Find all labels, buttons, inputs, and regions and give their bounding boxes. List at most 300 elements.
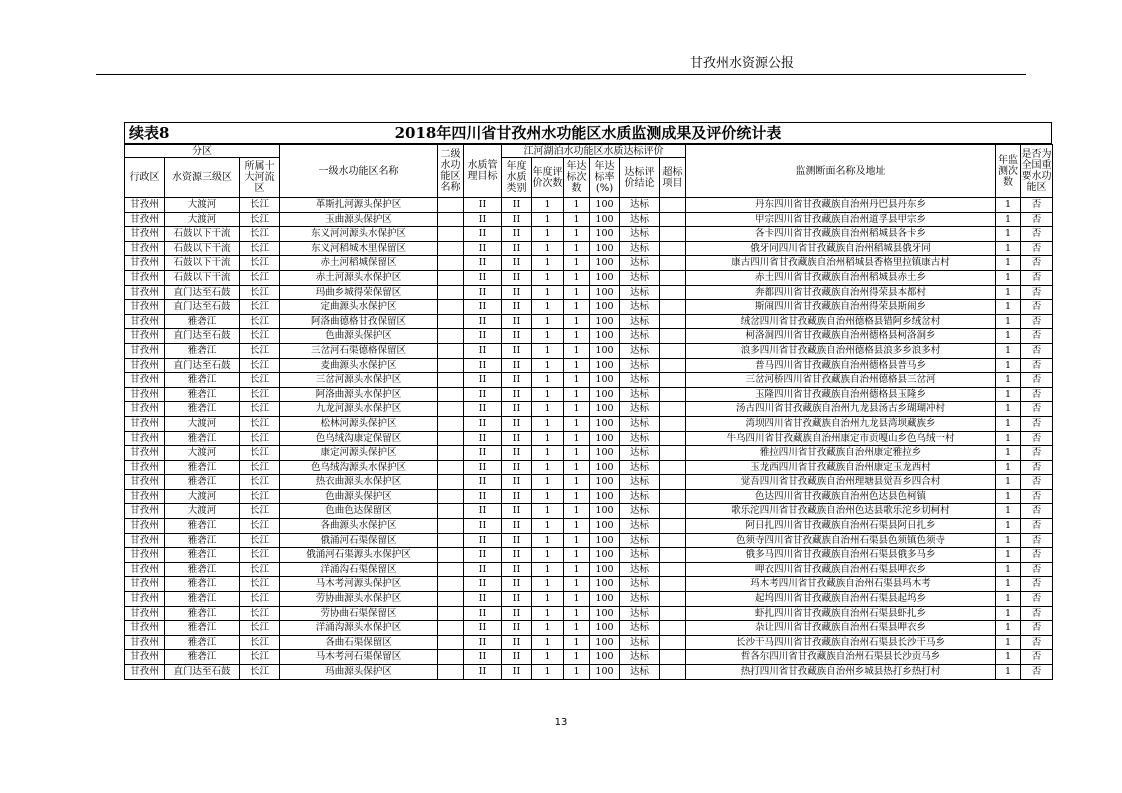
cell-mgmt-target: II: [464, 475, 502, 490]
cell-zone-name: 革斯扎河源头保护区: [280, 198, 438, 213]
cell-is-important: 否: [1021, 285, 1053, 300]
cell-monitor-count: 1: [996, 504, 1021, 519]
cell-monitor-count: 1: [996, 475, 1021, 490]
cell-river-basin: 长江: [240, 256, 280, 271]
cell-pass-count: 1: [564, 562, 590, 577]
cell-water-resource-level3: 雅砻江: [165, 387, 240, 402]
cell-mgmt-target: II: [464, 300, 502, 315]
cell-conclusion: 达标: [620, 387, 660, 402]
cell-station: 杂让四川省甘孜藏族自治州石渠县呷衣乡: [686, 621, 996, 636]
cell-admin-area: 甘孜州: [125, 270, 165, 285]
cell-zone-name: 俄涌河石渠源头水保护区: [280, 548, 438, 563]
cell-zone-name: 玛曲乡城得荣保留区: [280, 285, 438, 300]
cell-river-basin: 长江: [240, 329, 280, 344]
cell-eval-count: 1: [532, 650, 564, 665]
cell-admin-area: 甘孜州: [125, 504, 165, 519]
cell-pass-count: 1: [564, 475, 590, 490]
cell-mgmt-target: II: [464, 329, 502, 344]
cell-exceed-items: [660, 650, 686, 665]
table-row: [125, 227, 1053, 242]
cell-pass-rate: 100: [590, 373, 620, 388]
cell-river-basin: 长江: [240, 562, 280, 577]
cell-annual-category: II: [502, 387, 532, 402]
cell-zone-name2: [438, 314, 464, 329]
cell-eval-count: 1: [532, 548, 564, 563]
table-row: [125, 416, 1053, 431]
cell-eval-count: 1: [532, 606, 564, 621]
water-quality-table: [124, 144, 1053, 680]
cell-water-resource-level3: 雅砻江: [165, 635, 240, 650]
header-conclusion: 达标评价结论: [620, 158, 660, 198]
cell-river-basin: 长江: [240, 665, 280, 680]
cell-annual-category: II: [502, 650, 532, 665]
table-label: 续表8: [129, 124, 170, 142]
cell-annual-category: II: [502, 577, 532, 592]
cell-exceed-items: [660, 446, 686, 461]
cell-river-basin: 长江: [240, 533, 280, 548]
cell-annual-category: II: [502, 373, 532, 388]
cell-zone-name2: [438, 387, 464, 402]
cell-conclusion: 达标: [620, 373, 660, 388]
header-annual-category: 年度水质类别: [502, 158, 532, 198]
cell-pass-rate: 100: [590, 358, 620, 373]
cell-river-basin: 长江: [240, 446, 280, 461]
cell-monitor-count: 1: [996, 577, 1021, 592]
cell-water-resource-level3: 直门达至石鼓: [165, 285, 240, 300]
cell-is-important: 否: [1021, 256, 1053, 271]
cell-eval-count: 1: [532, 446, 564, 461]
cell-annual-category: II: [502, 300, 532, 315]
cell-water-resource-level3: 雅砻江: [165, 314, 240, 329]
table-row: [125, 314, 1053, 329]
cell-pass-count: 1: [564, 416, 590, 431]
table-row: [125, 387, 1053, 402]
table-row: [125, 270, 1053, 285]
cell-river-basin: 长江: [240, 300, 280, 315]
cell-zone-name2: [438, 343, 464, 358]
header-station: 监测断面名称及地址: [686, 145, 996, 198]
cell-eval-count: 1: [532, 270, 564, 285]
cell-is-important: 否: [1021, 241, 1053, 256]
cell-station: 虾扎四川省甘孜藏族自治州石渠县虾扎乡: [686, 606, 996, 621]
cell-pass-count: 1: [564, 387, 590, 402]
cell-station: 色须寺四川省甘孜藏族自治州石渠县色须镇色须寺: [686, 533, 996, 548]
cell-admin-area: 甘孜州: [125, 635, 165, 650]
cell-eval-count: 1: [532, 489, 564, 504]
table-row: [125, 635, 1053, 650]
cell-annual-category: II: [502, 285, 532, 300]
cell-zone-name: 阿洛曲德格甘孜保留区: [280, 314, 438, 329]
cell-annual-category: II: [502, 343, 532, 358]
cell-pass-count: 1: [564, 402, 590, 417]
cell-eval-count: 1: [532, 533, 564, 548]
cell-pass-rate: 100: [590, 475, 620, 490]
cell-pass-count: 1: [564, 329, 590, 344]
cell-mgmt-target: II: [464, 533, 502, 548]
cell-station: 色达四川省甘孜藏族自治州色达县色柯镇: [686, 489, 996, 504]
cell-exceed-items: [660, 300, 686, 315]
cell-eval-count: 1: [532, 665, 564, 680]
cell-pass-count: 1: [564, 198, 590, 213]
cell-river-basin: 长江: [240, 416, 280, 431]
cell-pass-rate: 100: [590, 548, 620, 563]
cell-zone-name2: [438, 650, 464, 665]
cell-conclusion: 达标: [620, 606, 660, 621]
cell-pass-count: 1: [564, 256, 590, 271]
cell-station: 起坞四川省甘孜藏族自治州石渠县起坞乡: [686, 592, 996, 607]
cell-river-basin: 长江: [240, 489, 280, 504]
cell-eval-count: 1: [532, 592, 564, 607]
cell-monitor-count: 1: [996, 446, 1021, 461]
cell-annual-category: II: [502, 329, 532, 344]
cell-eval-count: 1: [532, 475, 564, 490]
cell-exceed-items: [660, 635, 686, 650]
cell-is-important: 否: [1021, 343, 1053, 358]
cell-water-resource-level3: 雅砻江: [165, 650, 240, 665]
cell-eval-count: 1: [532, 387, 564, 402]
cell-monitor-count: 1: [996, 665, 1021, 680]
cell-exceed-items: [660, 504, 686, 519]
cell-conclusion: 达标: [620, 489, 660, 504]
cell-mgmt-target: II: [464, 460, 502, 475]
cell-is-important: 否: [1021, 562, 1053, 577]
cell-water-resource-level3: 雅砻江: [165, 519, 240, 534]
cell-zone-name: 马木考河石渠保留区: [280, 650, 438, 665]
cell-eval-count: 1: [532, 577, 564, 592]
cell-conclusion: 达标: [620, 621, 660, 636]
cell-water-resource-level3: 雅砻江: [165, 402, 240, 417]
cell-water-resource-level3: 石鼓以下干流: [165, 256, 240, 271]
cell-mgmt-target: II: [464, 504, 502, 519]
cell-monitor-count: 1: [996, 489, 1021, 504]
cell-is-important: 否: [1021, 387, 1053, 402]
cell-admin-area: 甘孜州: [125, 241, 165, 256]
cell-conclusion: 达标: [620, 635, 660, 650]
cell-pass-rate: 100: [590, 431, 620, 446]
cell-river-basin: 长江: [240, 621, 280, 636]
cell-pass-rate: 100: [590, 256, 620, 271]
cell-water-resource-level3: 石鼓以下干流: [165, 227, 240, 242]
cell-conclusion: 达标: [620, 562, 660, 577]
cell-is-important: 否: [1021, 227, 1053, 242]
cell-conclusion: 达标: [620, 212, 660, 227]
cell-mgmt-target: II: [464, 314, 502, 329]
cell-exceed-items: [660, 577, 686, 592]
cell-zone-name: 赤土河稻城保留区: [280, 256, 438, 271]
cell-station: 觉吾四川省甘孜藏族自治州理塘县觉吾乡四合村: [686, 475, 996, 490]
cell-pass-count: 1: [564, 606, 590, 621]
cell-mgmt-target: II: [464, 519, 502, 534]
cell-water-resource-level3: 大渡河: [165, 446, 240, 461]
cell-monitor-count: 1: [996, 416, 1021, 431]
cell-station: 汤古四川省甘孜藏族自治州九龙县汤古乡瑚瑚冲村: [686, 402, 996, 417]
cell-river-basin: 长江: [240, 504, 280, 519]
cell-conclusion: 达标: [620, 343, 660, 358]
cell-is-important: 否: [1021, 504, 1053, 519]
table-row: [125, 548, 1053, 563]
cell-conclusion: 达标: [620, 475, 660, 490]
cell-exceed-items: [660, 548, 686, 563]
cell-admin-area: 甘孜州: [125, 665, 165, 680]
cell-eval-count: 1: [532, 212, 564, 227]
cell-zone-name2: [438, 635, 464, 650]
cell-admin-area: 甘孜州: [125, 256, 165, 271]
cell-zone-name2: [438, 446, 464, 461]
cell-admin-area: 甘孜州: [125, 358, 165, 373]
cell-annual-category: II: [502, 431, 532, 446]
cell-exceed-items: [660, 431, 686, 446]
cell-pass-rate: 100: [590, 402, 620, 417]
cell-pass-rate: 100: [590, 460, 620, 475]
cell-is-important: 否: [1021, 402, 1053, 417]
cell-water-resource-level3: 雅砻江: [165, 577, 240, 592]
cell-zone-name2: [438, 300, 464, 315]
table-row: [125, 358, 1053, 373]
cell-exceed-items: [660, 621, 686, 636]
cell-monitor-count: 1: [996, 402, 1021, 417]
page-number: 13: [554, 717, 568, 728]
cell-is-important: 否: [1021, 621, 1053, 636]
cell-monitor-count: 1: [996, 329, 1021, 344]
cell-annual-category: II: [502, 416, 532, 431]
cell-mgmt-target: II: [464, 606, 502, 621]
cell-admin-area: 甘孜州: [125, 300, 165, 315]
cell-exceed-items: [660, 592, 686, 607]
cell-pass-rate: 100: [590, 489, 620, 504]
cell-pass-rate: 100: [590, 241, 620, 256]
cell-monitor-count: 1: [996, 519, 1021, 534]
cell-admin-area: 甘孜州: [125, 621, 165, 636]
cell-eval-count: 1: [532, 198, 564, 213]
cell-zone-name2: [438, 212, 464, 227]
cell-monitor-count: 1: [996, 650, 1021, 665]
cell-monitor-count: 1: [996, 606, 1021, 621]
cell-admin-area: 甘孜州: [125, 373, 165, 388]
table-row: [125, 446, 1053, 461]
cell-admin-area: 甘孜州: [125, 387, 165, 402]
cell-mgmt-target: II: [464, 489, 502, 504]
cell-eval-count: 1: [532, 621, 564, 636]
cell-monitor-count: 1: [996, 460, 1021, 475]
table-row: [125, 373, 1053, 388]
cell-conclusion: 达标: [620, 577, 660, 592]
header-pass-count: 年达标次数: [564, 158, 590, 198]
cell-exceed-items: [660, 270, 686, 285]
cell-pass-count: 1: [564, 533, 590, 548]
cell-is-important: 否: [1021, 635, 1053, 650]
cell-pass-rate: 100: [590, 635, 620, 650]
cell-water-resource-level3: 大渡河: [165, 504, 240, 519]
cell-mgmt-target: II: [464, 431, 502, 446]
table-row: [125, 212, 1053, 227]
cell-conclusion: 达标: [620, 504, 660, 519]
header-divider: [96, 74, 1026, 75]
cell-conclusion: 达标: [620, 446, 660, 461]
cell-zone-name2: [438, 402, 464, 417]
cell-zone-name2: [438, 270, 464, 285]
cell-conclusion: 达标: [620, 592, 660, 607]
cell-eval-count: 1: [532, 227, 564, 242]
cell-pass-count: 1: [564, 460, 590, 475]
cell-eval-count: 1: [532, 635, 564, 650]
cell-pass-count: 1: [564, 241, 590, 256]
cell-mgmt-target: II: [464, 592, 502, 607]
cell-zone-name: 东义河河源头水保护区: [280, 227, 438, 242]
table-row: [125, 431, 1053, 446]
cell-exceed-items: [660, 358, 686, 373]
cell-annual-category: II: [502, 489, 532, 504]
cell-exceed-items: [660, 227, 686, 242]
cell-zone-name2: [438, 285, 464, 300]
cell-exceed-items: [660, 416, 686, 431]
header-zone-name: 一级水功能区名称: [280, 145, 438, 198]
cell-admin-area: 甘孜州: [125, 416, 165, 431]
table-row: [125, 285, 1053, 300]
cell-river-basin: 长江: [240, 650, 280, 665]
header-division: 分区: [125, 145, 280, 158]
cell-zone-name2: [438, 519, 464, 534]
header-eval-group: 江河湖泊水功能区水质达标评价: [502, 145, 686, 158]
cell-station: 三岔河桥四川省甘孜藏族自治州德格县三岔河: [686, 373, 996, 388]
cell-zone-name2: [438, 592, 464, 607]
cell-is-important: 否: [1021, 300, 1053, 315]
cell-river-basin: 长江: [240, 314, 280, 329]
cell-annual-category: II: [502, 446, 532, 461]
cell-annual-category: II: [502, 358, 532, 373]
cell-annual-category: II: [502, 519, 532, 534]
cell-annual-category: II: [502, 460, 532, 475]
cell-is-important: 否: [1021, 212, 1053, 227]
cell-pass-rate: 100: [590, 519, 620, 534]
cell-zone-name2: [438, 665, 464, 680]
cell-monitor-count: 1: [996, 198, 1021, 213]
cell-exceed-items: [660, 373, 686, 388]
cell-admin-area: 甘孜州: [125, 519, 165, 534]
cell-station: 绒岔四川省甘孜藏族自治州德格县错阿乡绒岔村: [686, 314, 996, 329]
cell-pass-count: 1: [564, 635, 590, 650]
cell-is-important: 否: [1021, 577, 1053, 592]
cell-pass-rate: 100: [590, 314, 620, 329]
cell-zone-name: 阿洛曲源头水保护区: [280, 387, 438, 402]
table-row: [125, 329, 1053, 344]
cell-zone-name2: [438, 533, 464, 548]
cell-station: 赤土四川省甘孜藏族自治州稻城县赤土乡: [686, 270, 996, 285]
table-row: [125, 519, 1053, 534]
header-exceed-items: 超标项目: [660, 158, 686, 198]
cell-monitor-count: 1: [996, 270, 1021, 285]
cell-pass-rate: 100: [590, 592, 620, 607]
cell-river-basin: 长江: [240, 548, 280, 563]
cell-exceed-items: [660, 329, 686, 344]
cell-pass-rate: 100: [590, 387, 620, 402]
cell-station: 玉龙西四川省甘孜藏族自治州康定玉龙西村: [686, 460, 996, 475]
cell-water-resource-level3: 雅砻江: [165, 548, 240, 563]
cell-mgmt-target: II: [464, 358, 502, 373]
cell-is-important: 否: [1021, 592, 1053, 607]
cell-is-important: 否: [1021, 431, 1053, 446]
cell-admin-area: 甘孜州: [125, 650, 165, 665]
cell-mgmt-target: II: [464, 387, 502, 402]
cell-pass-rate: 100: [590, 227, 620, 242]
cell-conclusion: 达标: [620, 300, 660, 315]
cell-pass-rate: 100: [590, 650, 620, 665]
cell-conclusion: 达标: [620, 256, 660, 271]
cell-conclusion: 达标: [620, 431, 660, 446]
table-row: [125, 256, 1053, 271]
cell-pass-count: 1: [564, 489, 590, 504]
cell-annual-category: II: [502, 635, 532, 650]
cell-station: 斯闹四川省甘孜藏族自治州得荣县斯闹乡: [686, 300, 996, 315]
cell-pass-rate: 100: [590, 300, 620, 315]
cell-river-basin: 长江: [240, 227, 280, 242]
cell-zone-name2: [438, 431, 464, 446]
cell-river-basin: 长江: [240, 285, 280, 300]
header-eval-count: 年度评价次数: [532, 158, 564, 198]
cell-pass-rate: 100: [590, 212, 620, 227]
cell-zone-name: 马木考河源头保护区: [280, 577, 438, 592]
cell-exceed-items: [660, 533, 686, 548]
cell-monitor-count: 1: [996, 358, 1021, 373]
table-row: [125, 665, 1053, 680]
table-row: [125, 198, 1053, 213]
cell-pass-rate: 100: [590, 198, 620, 213]
cell-station: 热打四川省甘孜藏族自治州乡城县热打乡热打村: [686, 665, 996, 680]
cell-conclusion: 达标: [620, 402, 660, 417]
cell-pass-count: 1: [564, 650, 590, 665]
cell-pass-rate: 100: [590, 446, 620, 461]
cell-mgmt-target: II: [464, 227, 502, 242]
cell-pass-count: 1: [564, 431, 590, 446]
header-is-important: 是否为全国重要水功能区: [1021, 145, 1053, 198]
cell-water-resource-level3: 雅砻江: [165, 373, 240, 388]
cell-river-basin: 长江: [240, 592, 280, 607]
cell-conclusion: 达标: [620, 358, 660, 373]
cell-pass-count: 1: [564, 358, 590, 373]
cell-zone-name2: [438, 562, 464, 577]
cell-exceed-items: [660, 343, 686, 358]
cell-exceed-items: [660, 198, 686, 213]
cell-eval-count: 1: [532, 504, 564, 519]
cell-admin-area: 甘孜州: [125, 198, 165, 213]
cell-station: 俄多马四川省甘孜藏族自治州石渠县俄多马乡: [686, 548, 996, 563]
cell-zone-name: 各曲石渠保留区: [280, 635, 438, 650]
cell-is-important: 否: [1021, 489, 1053, 504]
table-row: [125, 621, 1053, 636]
cell-pass-rate: 100: [590, 562, 620, 577]
cell-water-resource-level3: 雅砻江: [165, 606, 240, 621]
cell-exceed-items: [660, 314, 686, 329]
cell-water-resource-level3: 石鼓以下干流: [165, 241, 240, 256]
cell-station: 康古四川省甘孜藏族自治州稻城县香格里拉镇康古村: [686, 256, 996, 271]
cell-is-important: 否: [1021, 446, 1053, 461]
cell-zone-name: 俄涌河石渠保留区: [280, 533, 438, 548]
cell-monitor-count: 1: [996, 285, 1021, 300]
cell-admin-area: 甘孜州: [125, 402, 165, 417]
cell-zone-name: 三岔河源头水保护区: [280, 373, 438, 388]
cell-river-basin: 长江: [240, 635, 280, 650]
cell-station: 普马四川省甘孜藏族自治州德格县普马乡: [686, 358, 996, 373]
cell-admin-area: 甘孜州: [125, 314, 165, 329]
cell-mgmt-target: II: [464, 402, 502, 417]
table-row: [125, 592, 1053, 607]
cell-annual-category: II: [502, 241, 532, 256]
cell-pass-rate: 100: [590, 665, 620, 680]
cell-zone-name: 色曲色达保留区: [280, 504, 438, 519]
cell-exceed-items: [660, 665, 686, 680]
cell-station: 湾坝四川省甘孜藏族自治州九龙县湾坝藏族乡: [686, 416, 996, 431]
cell-water-resource-level3: 石鼓以下干流: [165, 270, 240, 285]
cell-pass-rate: 100: [590, 504, 620, 519]
